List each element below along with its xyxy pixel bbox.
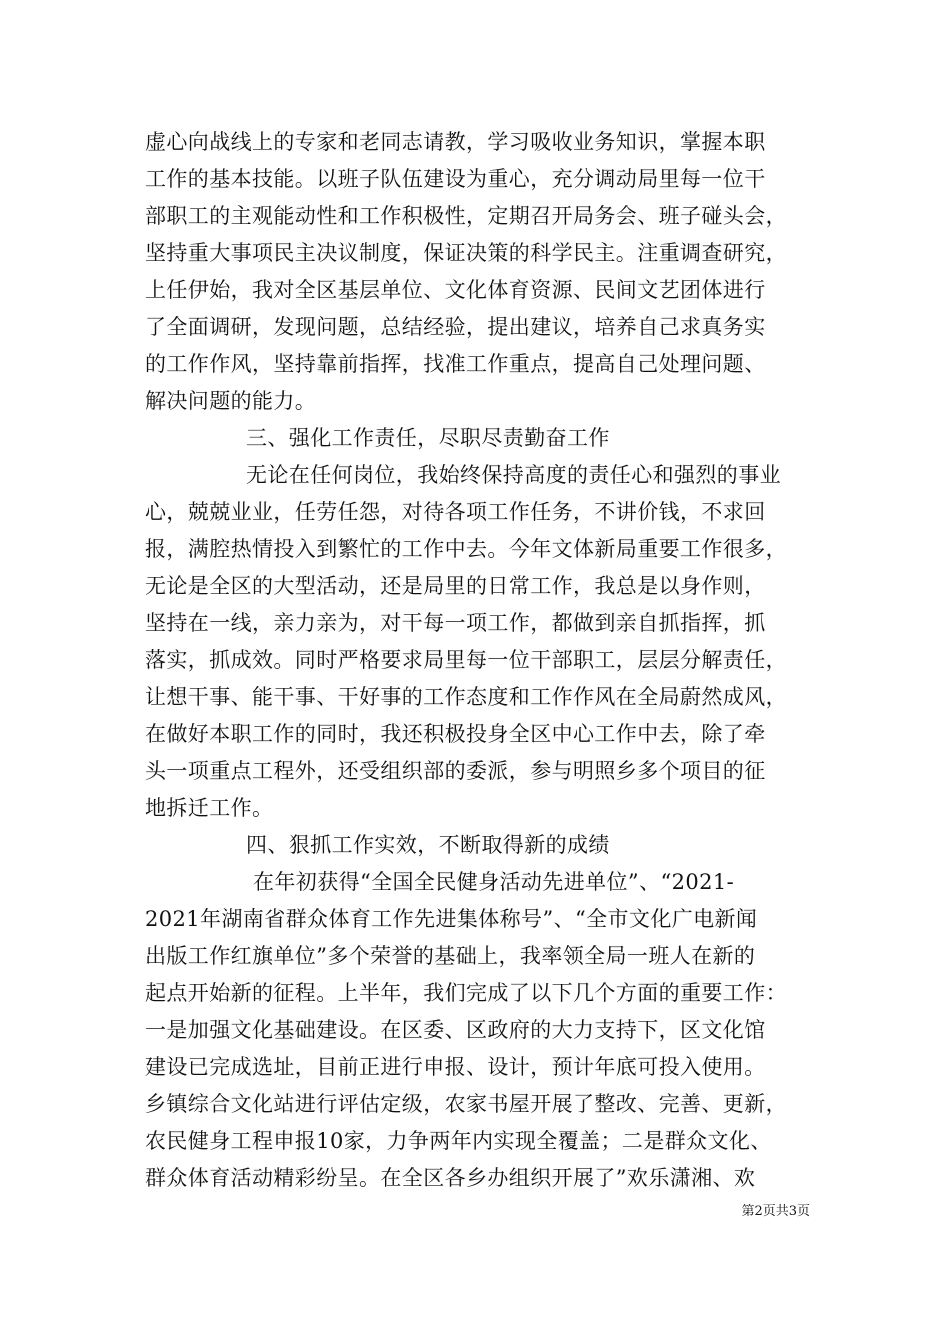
paragraph-line: 解决问题的能力。 (145, 389, 317, 413)
paragraph-line: 在做好本职工作的同时，我还积极投身全区中心工作中去，除了牵 (145, 722, 766, 746)
paragraph-line: 上任伊始，我对全区基层单位、文化体育资源、民间文艺团体进行 (145, 278, 766, 302)
paragraph-line: 群众体育活动精彩纷呈。在全区各乡办组织开展了”欢乐潇湘、欢 (145, 1166, 756, 1190)
paragraph-line: 落实，抓成效。同时严格要求局里每一位干部职工，层层分解责任， (145, 648, 787, 672)
page-footer: 第2页共3页 (741, 1204, 810, 1219)
paragraph-line: 部职工的主观能动性和工作积极性，定期召开局务会、班子碰头会， (145, 204, 787, 228)
paragraph-line: 坚持重大事项民主决议制度，保证决策的科学民主。注重调查研究， (145, 241, 787, 265)
paragraph-line: 无论是全区的大型活动，还是局里的日常工作，我总是以身作则， (145, 574, 766, 598)
paragraph-line: 报，满腔热情投入到繁忙的工作中去。今年文体新局重要工作很多， (145, 537, 787, 561)
paragraph-line: 坚持在一线，亲力亲为，对干每一项工作，都做到亲自抓指挥，抓 (145, 611, 766, 635)
paragraph-line: 农民健身工程申报10家，力争两年内实现全覆盖；二是群众文化、 (145, 1129, 772, 1153)
section-heading: 三、强化工作责任，尽职尽责勤奋工作 (246, 426, 610, 450)
paragraph-line: 无论在任何岗位，我始终保持高度的责任心和强烈的事业 (246, 463, 781, 487)
paragraph-line: 出版工作红旗单位”多个荣誉的基础上，我率领全局一班人在新的 (145, 944, 756, 968)
paragraph-line: 虚心向战线上的专家和老同志请教，学习吸收业务知识，掌握本职 (145, 130, 766, 154)
paragraph-line: 2021年湖南省群众体育工作先进集体称号”、“全市文化广电新闻 (145, 907, 758, 931)
paragraph-line: 工作的基本技能。以班子队伍建设为重心，充分调动局里每一位干 (145, 167, 766, 191)
section-heading: 四、狠抓工作实效，不断取得新的成绩 (246, 833, 610, 857)
paragraph-line: 地拆迁工作。 (145, 796, 274, 820)
paragraph-line: 一是加强文化基础建设。在区委、区政府的大力支持下，区文化馆 (145, 1018, 766, 1042)
paragraph-line: 起点开始新的征程。上半年，我们完成了以下几个方面的重要工作： (145, 981, 787, 1005)
paragraph-line: 让想干事、能干事、干好事的工作态度和工作作风在全局蔚然成风， (145, 685, 787, 709)
paragraph-line: 的工作作风，坚持靠前指挥，找准工作重点，提高自己处理问题、 (145, 352, 766, 376)
paragraph-line: 在年初获得“全国全民健身活动先进单位”、“2021- (253, 870, 735, 894)
paragraph-line: 建设已完成选址，目前正进行申报、设计，预计年底可投入使用。 (145, 1055, 766, 1079)
paragraph-line: 乡镇综合文化站进行评估定级，农家书屋开展了整改、完善、更新， (145, 1092, 787, 1116)
paragraph-line: 了全面调研，发现问题，总结经验，提出建议，培养自己求真务实 (145, 315, 766, 339)
paragraph-line: 心，兢兢业业，任劳任怨，对待各项工作任务，不讲价钱，不求回 (145, 500, 766, 524)
paragraph-line: 头一项重点工程外，还受组织部的委派，参与明照乡多个项目的征 (145, 759, 766, 783)
